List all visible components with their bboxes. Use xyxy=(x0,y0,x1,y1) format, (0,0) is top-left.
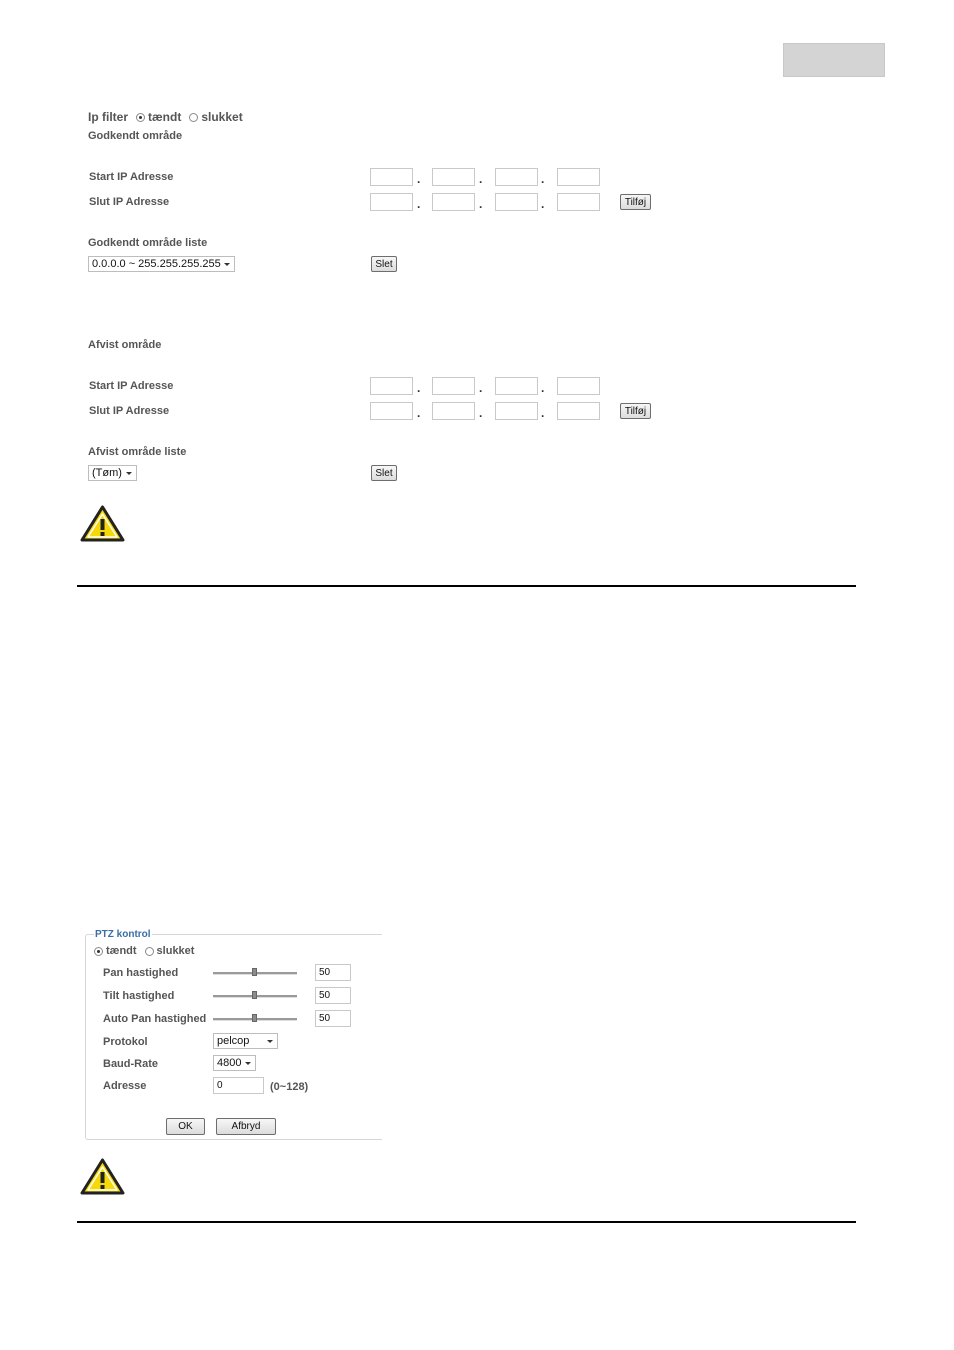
ip-dot: . xyxy=(479,172,483,186)
rejected-start-octet-3[interactable] xyxy=(495,377,538,395)
approved-delete-button[interactable]: Slet xyxy=(371,256,397,272)
rejected-list-title: Afvist område liste xyxy=(88,446,187,458)
ip-filter-on-radio[interactable] xyxy=(136,113,145,122)
baud-rate-select[interactable] xyxy=(213,1055,256,1071)
ptz-on-radio[interactable] xyxy=(94,947,103,956)
ip-dot: . xyxy=(541,172,545,186)
rejected-end-octet-4[interactable] xyxy=(557,402,600,420)
ip-dot: . xyxy=(417,406,421,420)
approved-end-octet-1[interactable] xyxy=(370,193,413,211)
baud-rate-value: 4800 xyxy=(217,1057,242,1069)
ip-dot: . xyxy=(479,381,483,395)
address-label: Adresse xyxy=(103,1080,147,1092)
tilt-speed-input[interactable]: 50 xyxy=(315,987,351,1004)
ip-dot: . xyxy=(541,197,545,211)
ip-filter-off-label: slukket xyxy=(201,110,243,124)
rejected-start-octet-4[interactable] xyxy=(557,377,600,395)
approved-start-octet-4[interactable] xyxy=(557,168,600,186)
section-divider xyxy=(77,1221,856,1223)
protocol-label: Protokol xyxy=(103,1036,148,1048)
ip-dot: . xyxy=(417,197,421,211)
tilt-speed-label: Tilt hastighed xyxy=(103,990,175,1002)
rejected-start-octet-2[interactable] xyxy=(432,377,475,395)
rejected-end-octet-3[interactable] xyxy=(495,402,538,420)
approved-end-octet-4[interactable] xyxy=(557,193,600,211)
rejected-list-value: (Tøm) xyxy=(92,467,122,479)
protocol-value: pelcop xyxy=(217,1035,250,1047)
cancel-button[interactable]: Afbryd xyxy=(216,1118,276,1135)
approved-list-select[interactable] xyxy=(88,256,235,272)
ip-dot: . xyxy=(541,381,545,395)
rejected-list-select[interactable] xyxy=(88,465,137,481)
rejected-end-octet-2[interactable] xyxy=(432,402,475,420)
ip-filter-on-label: tændt xyxy=(148,110,182,124)
approved-start-octet-1[interactable] xyxy=(370,168,413,186)
ptz-on-label: tændt xyxy=(106,945,137,957)
approved-list-value: 0.0.0.0 ~ 255.255.255.255 xyxy=(92,258,221,270)
approved-end-octet-2[interactable] xyxy=(432,193,475,211)
chapter-tab xyxy=(783,43,885,77)
ptz-toggle-row xyxy=(94,945,194,957)
chevron-down-icon xyxy=(126,472,132,475)
ip-filter-off-radio[interactable] xyxy=(189,113,198,122)
rejected-add-button[interactable]: Tilføj xyxy=(620,403,651,419)
chevron-down-icon xyxy=(267,1040,273,1043)
rejected-end-label: Slut IP Adresse xyxy=(89,405,170,417)
rejected-delete-button[interactable]: Slet xyxy=(371,465,397,481)
baud-rate-label: Baud-Rate xyxy=(103,1058,159,1070)
address-range-hint: (0~128) xyxy=(270,1081,309,1093)
slider-handle[interactable] xyxy=(252,968,257,976)
ptz-off-radio[interactable] xyxy=(145,947,154,956)
warning-triangle-icon xyxy=(80,1158,125,1195)
ptz-off-label: slukket xyxy=(156,945,195,957)
rejected-title: Afvist område xyxy=(88,339,162,351)
pan-speed-input[interactable]: 50 xyxy=(315,964,351,981)
ip-dot: . xyxy=(479,406,483,420)
rejected-start-label: Start IP Adresse xyxy=(89,380,174,392)
approved-start-octet-3[interactable] xyxy=(495,168,538,186)
auto-pan-speed-input[interactable]: 50 xyxy=(315,1010,351,1027)
warning-triangle-icon xyxy=(80,505,125,542)
pan-speed-label: Pan hastighed xyxy=(103,967,179,979)
protocol-select[interactable] xyxy=(213,1033,278,1049)
slider-handle[interactable] xyxy=(252,1014,257,1022)
ip-dot: . xyxy=(417,172,421,186)
ip-dot: . xyxy=(541,406,545,420)
rejected-start-octet-1[interactable] xyxy=(370,377,413,395)
approved-add-button[interactable]: Tilføj xyxy=(620,194,651,210)
approved-list-title: Godkendt område liste xyxy=(88,237,208,249)
auto-pan-speed-label: Auto Pan hastighed xyxy=(103,1013,207,1025)
approved-end-octet-3[interactable] xyxy=(495,193,538,211)
chevron-down-icon xyxy=(224,263,230,266)
ip-filter-label: Ip filter xyxy=(88,110,129,124)
slider-handle[interactable] xyxy=(252,991,257,999)
rejected-end-octet-1[interactable] xyxy=(370,402,413,420)
address-input[interactable]: 0 xyxy=(213,1077,264,1094)
ip-dot: . xyxy=(417,381,421,395)
ok-button[interactable]: OK xyxy=(166,1118,205,1135)
ip-dot: . xyxy=(479,197,483,211)
ptz-legend: PTZ kontrol xyxy=(95,929,151,940)
approved-end-label: Slut IP Adresse xyxy=(89,196,170,208)
chevron-down-icon xyxy=(245,1062,251,1065)
section-divider xyxy=(77,585,856,587)
approved-title: Godkendt område xyxy=(88,130,183,142)
ip-filter-row xyxy=(88,110,243,124)
approved-start-octet-2[interactable] xyxy=(432,168,475,186)
approved-start-label: Start IP Adresse xyxy=(89,171,174,183)
